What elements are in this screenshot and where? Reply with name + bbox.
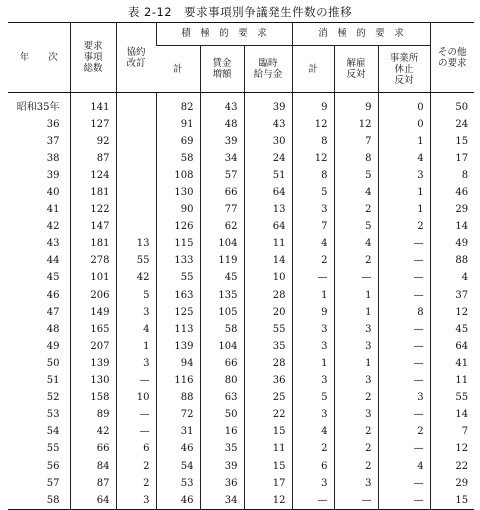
header-negative: 消 極 的 要 求	[292, 23, 430, 46]
cell-agreement: 3	[116, 492, 156, 510]
cell-total: 89	[70, 407, 116, 424]
cell-neg-total: 4	[292, 236, 334, 253]
table-row	[8, 458, 474, 475]
cell-neg-total: 1	[292, 355, 334, 372]
cell-year: 41	[46, 204, 60, 216]
cell-year: 45	[46, 272, 60, 284]
cell-closure: —	[378, 373, 430, 390]
table-title: 表 2-12 要求事項別争議発生件数の推移	[127, 5, 353, 19]
cell-closure: 3	[378, 390, 430, 407]
cell-bonus: 24	[244, 150, 292, 167]
cell-bonus: 30	[244, 133, 292, 150]
cell-year: 46	[46, 289, 60, 301]
cell-dismissal: —	[334, 492, 378, 510]
cell-year: 53	[46, 409, 60, 421]
table-row	[8, 304, 474, 321]
cell-bonus: 51	[244, 167, 292, 184]
cell-pos-total: 90	[156, 202, 200, 219]
cell-other: 4	[430, 270, 474, 287]
cell-neg-total: 12	[292, 150, 334, 167]
cell-neg-total: 3	[292, 407, 334, 424]
header-bonus: 臨時 給与金	[244, 46, 292, 93]
cell-closure: 2	[378, 219, 430, 236]
cell-agreement: 3	[116, 355, 156, 372]
cell-closure: —	[378, 287, 430, 304]
cell-pos-total: 113	[156, 321, 200, 338]
cell-dismissal: 2	[334, 441, 378, 458]
cell-other: 29	[430, 202, 474, 219]
cell-neg-total: 5	[292, 184, 334, 201]
cell-pos-total: 53	[156, 475, 200, 492]
cell-dismissal: 2	[334, 458, 378, 475]
cell-dismissal: —	[334, 270, 378, 287]
header-dismissal: 解雇 反対	[334, 46, 378, 93]
cell-other: 12	[430, 304, 474, 321]
cell-pos-total: 58	[156, 150, 200, 167]
cell-dismissal: 1	[334, 287, 378, 304]
cell-other: 15	[430, 133, 474, 150]
cell-neg-total: —	[292, 270, 334, 287]
cell-dismissal: 5	[334, 167, 378, 184]
cell-agreement: —	[116, 424, 156, 441]
cell-closure: —	[378, 338, 430, 355]
cell-pos-total: 115	[156, 236, 200, 253]
cell-year: 48	[46, 323, 60, 335]
cell-total: 87	[70, 475, 116, 492]
cell-bonus: 13	[244, 202, 292, 219]
table-row	[8, 219, 474, 236]
cell-other: 15	[430, 492, 474, 510]
cell-dismissal: 3	[334, 475, 378, 492]
cell-agreement: 2	[116, 458, 156, 475]
cell-agreement: 42	[116, 270, 156, 287]
table-row	[8, 93, 474, 117]
cell-other: 41	[430, 355, 474, 372]
cell-wage: 63	[200, 390, 244, 407]
cell-neg-total: 5	[292, 390, 334, 407]
cell-year: 58	[8, 492, 70, 510]
cell-closure: —	[378, 355, 430, 372]
table-row	[8, 492, 474, 510]
cell-agreement: 1	[116, 338, 156, 355]
table-row	[8, 475, 474, 492]
cell-agreement: 4	[116, 321, 156, 338]
cell-other: 37	[430, 287, 474, 304]
cell-year: 50	[46, 357, 60, 369]
cell-closure: —	[378, 236, 430, 253]
header-other: その他 の要求	[430, 23, 474, 93]
cell-dismissal: 2	[334, 253, 378, 270]
cell-agreement	[116, 219, 156, 236]
cell-agreement: —	[116, 373, 156, 390]
cell-year: 56	[46, 460, 60, 472]
cell-year: 51	[46, 375, 60, 387]
cell-year: 38	[46, 152, 60, 164]
cell-other: 22	[430, 458, 474, 475]
cell-dismissal: 9	[334, 93, 378, 117]
cell-other: 49	[430, 236, 474, 253]
cell-agreement	[116, 116, 156, 133]
cell-year: 57	[46, 477, 60, 489]
cell-neg-total: 8	[292, 133, 334, 150]
cell-neg-total: 2	[292, 253, 334, 270]
cell-pos-total: 54	[156, 458, 200, 475]
cell-total: 181	[70, 184, 116, 201]
cell-wage: 77	[200, 202, 244, 219]
cell-wage: 105	[200, 304, 244, 321]
cell-neg-total: 9	[292, 304, 334, 321]
cell-agreement	[116, 150, 156, 167]
cell-other: 88	[430, 253, 474, 270]
cell-total: 42	[70, 424, 116, 441]
cell-agreement: 10	[116, 390, 156, 407]
cell-neg-total: 7	[292, 219, 334, 236]
table-row	[8, 390, 474, 407]
cell-total: 139	[70, 355, 116, 372]
cell-wage: 104	[200, 236, 244, 253]
cell-wage: 34	[200, 150, 244, 167]
cell-wage: 66	[200, 355, 244, 372]
cell-other: 12	[430, 441, 474, 458]
cell-bonus: 43	[244, 116, 292, 133]
cell-year: 54	[46, 426, 60, 438]
cell-year: 52	[46, 392, 60, 404]
cell-neg-total: 3	[292, 338, 334, 355]
table-row	[8, 407, 474, 424]
cell-total: 64	[70, 492, 116, 510]
cell-wage: 43	[200, 93, 244, 117]
cell-bonus: 17	[244, 475, 292, 492]
cell-total: 87	[70, 150, 116, 167]
cell-pos-total: 91	[156, 116, 200, 133]
cell-wage: 80	[200, 373, 244, 390]
cell-other: 17	[430, 150, 474, 167]
cell-wage: 16	[200, 424, 244, 441]
cell-dismissal: 4	[334, 184, 378, 201]
cell-dismissal: 7	[334, 133, 378, 150]
cell-pos-total: 94	[156, 355, 200, 372]
cell-closure: —	[378, 407, 430, 424]
cell-pos-total: 125	[156, 304, 200, 321]
cell-total: 165	[70, 321, 116, 338]
cell-total: 101	[70, 270, 116, 287]
cell-closure: —	[378, 270, 430, 287]
header-total: 要求 事項 総数	[70, 23, 116, 93]
header-negative-total: 計	[292, 46, 334, 93]
table-row	[8, 167, 474, 184]
cell-bonus: 11	[244, 441, 292, 458]
cell-total: 127	[70, 116, 116, 133]
cell-wage: 36	[200, 475, 244, 492]
cell-total: 206	[70, 287, 116, 304]
cell-total: 278	[70, 253, 116, 270]
cell-pos-total: 46	[156, 441, 200, 458]
cell-year: 55	[46, 443, 60, 455]
cell-pos-total: 31	[156, 424, 200, 441]
cell-bonus: 11	[244, 236, 292, 253]
cell-total: 149	[70, 304, 116, 321]
cell-agreement: —	[116, 407, 156, 424]
table-row	[8, 253, 474, 270]
cell-year: 39	[46, 169, 60, 181]
cell-dismissal: 3	[334, 407, 378, 424]
cell-neg-total: 6	[292, 458, 334, 475]
cell-year: 47	[46, 306, 60, 318]
cell-total: 66	[70, 441, 116, 458]
cell-agreement	[116, 202, 156, 219]
cell-year: 昭和35年	[16, 101, 60, 113]
cell-wage: 135	[200, 287, 244, 304]
table-row	[8, 373, 474, 390]
cell-total: 147	[70, 219, 116, 236]
cell-bonus: 15	[244, 458, 292, 475]
cell-pos-total: 72	[156, 407, 200, 424]
cell-year: 36	[46, 118, 60, 130]
cell-agreement	[116, 167, 156, 184]
cell-other: 24	[430, 116, 474, 133]
header-closure: 事業所 休止 反対	[378, 46, 430, 93]
header-year: 年 次	[8, 23, 70, 93]
cell-pos-total: 139	[156, 338, 200, 355]
cell-pos-total: 82	[156, 93, 200, 117]
table-row	[8, 150, 474, 167]
cell-wage: 39	[200, 458, 244, 475]
cell-other: 14	[430, 219, 474, 236]
cell-bonus: 15	[244, 424, 292, 441]
cell-total: 207	[70, 338, 116, 355]
table-row	[8, 133, 474, 150]
header-agreement: 協約 改訂	[116, 23, 156, 93]
table-row	[8, 202, 474, 219]
cell-closure: 1	[378, 202, 430, 219]
cell-dismissal: 2	[334, 202, 378, 219]
header-positive-total: 計	[156, 46, 200, 93]
cell-pos-total: 130	[156, 184, 200, 201]
cell-other: 46	[430, 184, 474, 201]
cell-year: 40	[46, 187, 60, 199]
cell-pos-total: 55	[156, 270, 200, 287]
cell-wage: 35	[200, 441, 244, 458]
cell-pos-total: 46	[156, 492, 200, 510]
cell-bonus: 64	[244, 184, 292, 201]
table-row	[8, 441, 474, 458]
cell-dismissal: 1	[334, 355, 378, 372]
header-positive: 積 極 的 要 求	[156, 23, 292, 46]
cell-year: 44	[46, 255, 60, 267]
cell-dismissal: 4	[334, 236, 378, 253]
cell-year: 49	[46, 340, 60, 352]
cell-agreement: 13	[116, 236, 156, 253]
cell-wage: 48	[200, 116, 244, 133]
cell-other: 14	[430, 407, 474, 424]
cell-neg-total: 9	[292, 93, 334, 117]
cell-dismissal: 3	[334, 321, 378, 338]
cell-closure: 0	[378, 116, 430, 133]
table-row	[8, 321, 474, 338]
cell-total: 92	[70, 133, 116, 150]
cell-closure: —	[378, 475, 430, 492]
cell-closure: —	[378, 321, 430, 338]
cell-bonus: 14	[244, 253, 292, 270]
cell-bonus: 35	[244, 338, 292, 355]
cell-pos-total: 133	[156, 253, 200, 270]
cell-closure: 1	[378, 184, 430, 201]
cell-total: 181	[70, 236, 116, 253]
cell-year: 43	[46, 238, 60, 250]
cell-neg-total: 4	[292, 424, 334, 441]
cell-wage: 34	[200, 492, 244, 510]
cell-pos-total: 126	[156, 219, 200, 236]
cell-agreement	[116, 93, 156, 117]
cell-dismissal: 5	[334, 219, 378, 236]
table-row	[8, 355, 474, 372]
table-row	[8, 184, 474, 201]
cell-dismissal: 8	[334, 150, 378, 167]
cell-agreement: 3	[116, 304, 156, 321]
cell-total: 122	[70, 202, 116, 219]
cell-other: 55	[430, 390, 474, 407]
cell-agreement: 2	[116, 475, 156, 492]
cell-neg-total: 2	[292, 441, 334, 458]
cell-dismissal: 12	[334, 116, 378, 133]
cell-pos-total: 116	[156, 373, 200, 390]
cell-pos-total: 163	[156, 287, 200, 304]
cell-bonus: 22	[244, 407, 292, 424]
table-row	[8, 270, 474, 287]
cell-total: 130	[70, 373, 116, 390]
cell-wage: 57	[200, 167, 244, 184]
cell-wage: 39	[200, 133, 244, 150]
table-header	[8, 23, 474, 93]
cell-total: 124	[70, 167, 116, 184]
cell-closure: 1	[378, 133, 430, 150]
cell-wage: 66	[200, 184, 244, 201]
cell-other: 64	[430, 338, 474, 355]
dispute-table	[8, 22, 474, 510]
cell-other: 8	[430, 167, 474, 184]
cell-neg-total: —	[292, 492, 334, 510]
cell-total: 84	[70, 458, 116, 475]
cell-bonus: 28	[244, 287, 292, 304]
cell-year: 37	[46, 135, 60, 147]
cell-wage: 62	[200, 219, 244, 236]
cell-agreement: 55	[116, 253, 156, 270]
cell-neg-total: 3	[292, 321, 334, 338]
cell-total: 158	[70, 390, 116, 407]
table-row	[8, 236, 474, 253]
cell-neg-total: 1	[292, 287, 334, 304]
cell-neg-total: 3	[292, 202, 334, 219]
cell-wage: 58	[200, 321, 244, 338]
cell-dismissal: 1	[334, 304, 378, 321]
cell-dismissal: 2	[334, 424, 378, 441]
table-row	[8, 116, 474, 133]
cell-wage: 45	[200, 270, 244, 287]
cell-other: 29	[430, 475, 474, 492]
table-body	[8, 93, 474, 510]
cell-wage: 119	[200, 253, 244, 270]
cell-closure: 0	[378, 93, 430, 117]
table-row	[8, 287, 474, 304]
cell-closure: 4	[378, 458, 430, 475]
cell-closure: 8	[378, 304, 430, 321]
cell-agreement	[116, 184, 156, 201]
cell-neg-total: 3	[292, 475, 334, 492]
cell-bonus: 25	[244, 390, 292, 407]
cell-bonus: 28	[244, 355, 292, 372]
cell-neg-total: 3	[292, 373, 334, 390]
cell-neg-total: 12	[292, 116, 334, 133]
cell-wage: 104	[200, 338, 244, 355]
cell-other: 7	[430, 424, 474, 441]
cell-dismissal: 2	[334, 390, 378, 407]
cell-bonus: 20	[244, 304, 292, 321]
cell-bonus: 64	[244, 219, 292, 236]
cell-pos-total: 69	[156, 133, 200, 150]
table-row	[8, 424, 474, 441]
cell-bonus: 12	[244, 492, 292, 510]
cell-closure: 2	[378, 424, 430, 441]
cell-agreement	[116, 133, 156, 150]
cell-neg-total: 8	[292, 167, 334, 184]
cell-agreement: 6	[116, 441, 156, 458]
cell-other: 11	[430, 373, 474, 390]
cell-wage: 50	[200, 407, 244, 424]
table-row	[8, 338, 474, 355]
cell-pos-total: 88	[156, 390, 200, 407]
cell-closure: —	[378, 253, 430, 270]
cell-other: 45	[430, 321, 474, 338]
cell-bonus: 39	[244, 93, 292, 117]
cell-bonus: 36	[244, 373, 292, 390]
cell-closure: —	[378, 492, 430, 510]
cell-closure: —	[378, 441, 430, 458]
cell-dismissal: 3	[334, 338, 378, 355]
cell-total: 141	[70, 93, 116, 117]
cell-closure: 3	[378, 167, 430, 184]
cell-other: 50	[430, 93, 474, 117]
cell-closure: 4	[378, 150, 430, 167]
cell-bonus: 55	[244, 321, 292, 338]
cell-pos-total: 108	[156, 167, 200, 184]
header-wage: 賃金 増額	[200, 46, 244, 93]
cell-year: 42	[46, 221, 60, 233]
cell-dismissal: 3	[334, 373, 378, 390]
cell-bonus: 10	[244, 270, 292, 287]
cell-agreement: 5	[116, 287, 156, 304]
